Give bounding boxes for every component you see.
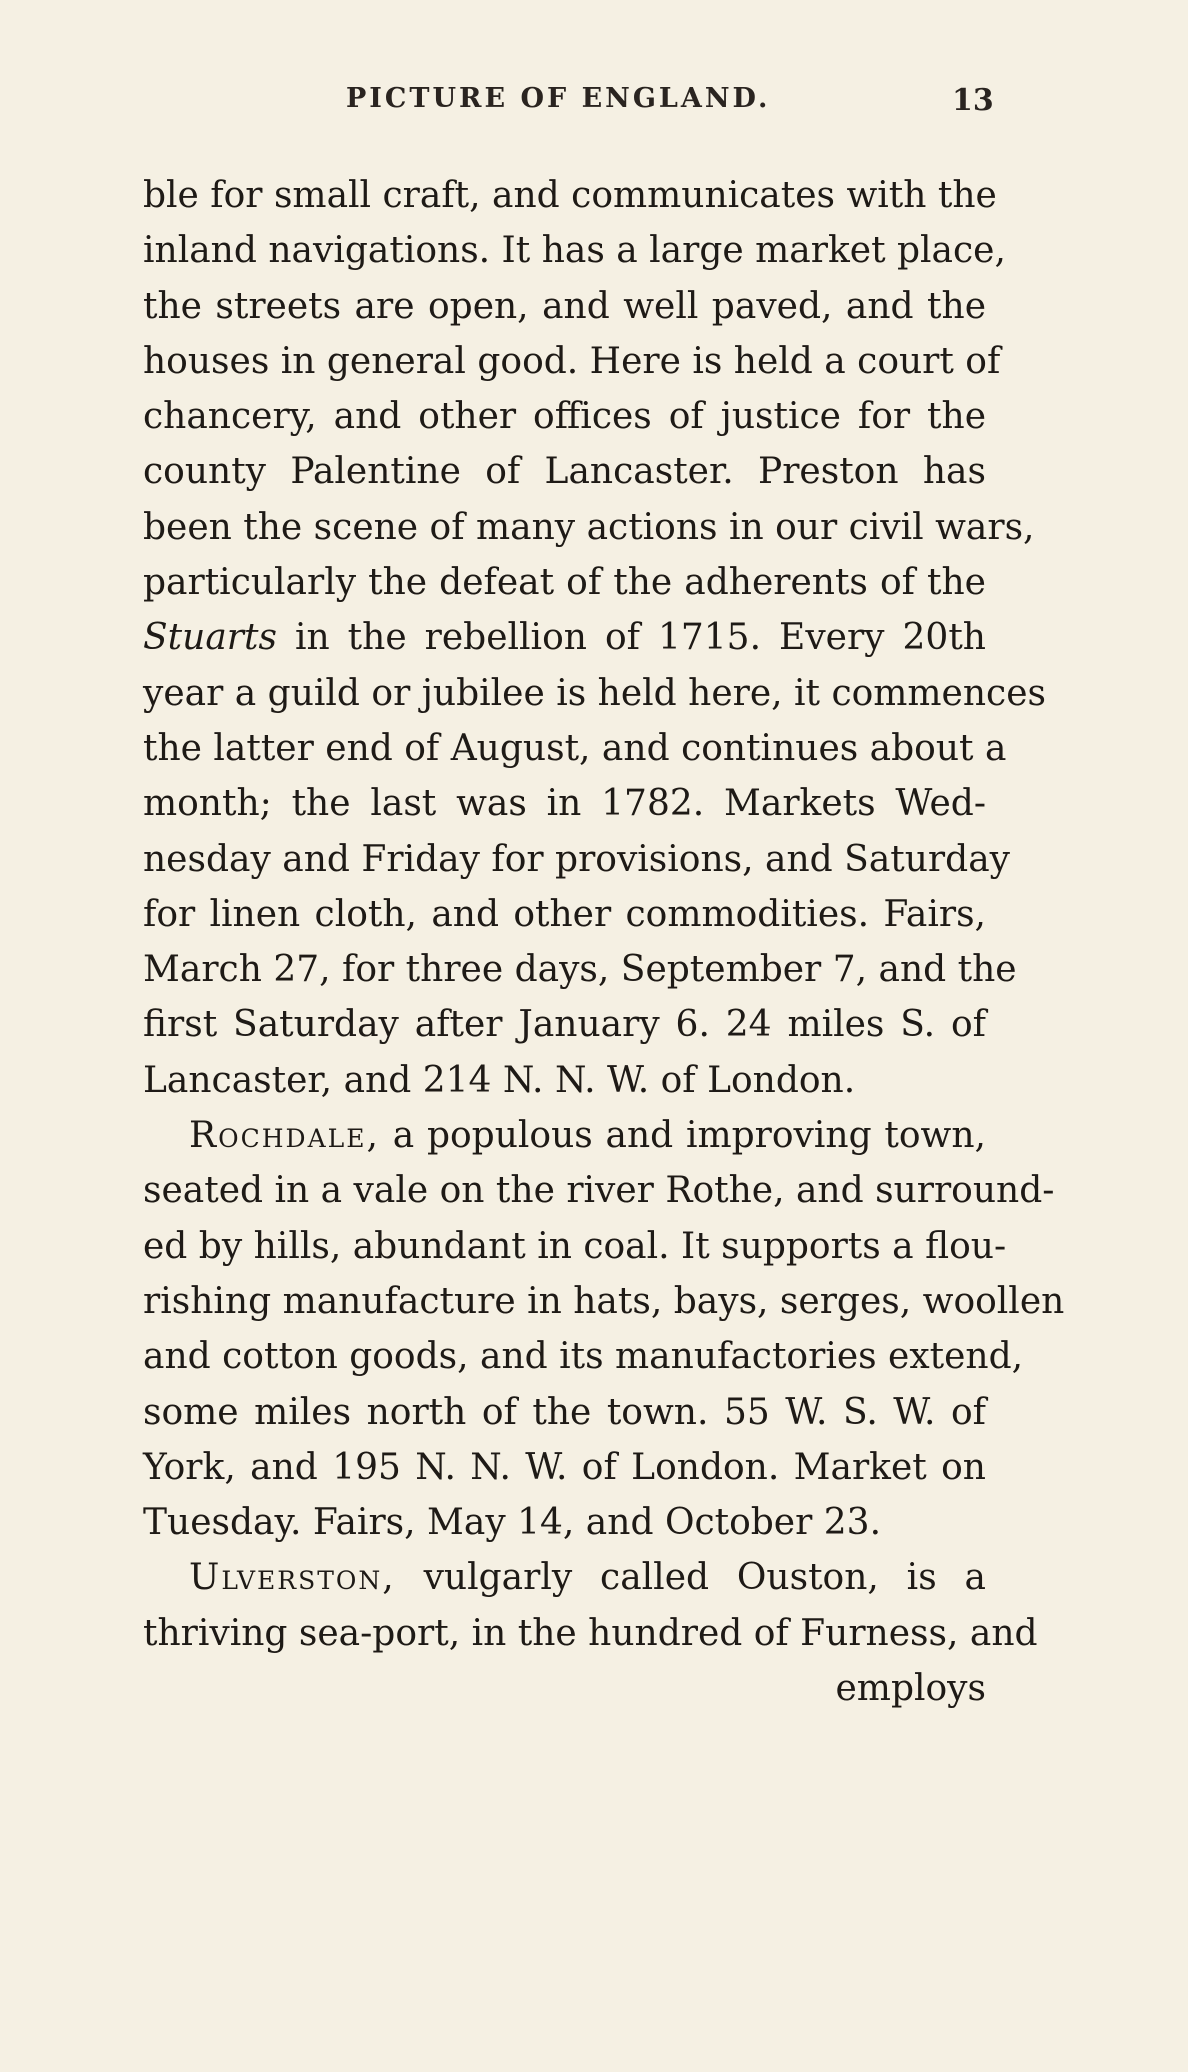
text-line: thriving sea-port, in the hundred of Furness, and — [143, 1612, 1038, 1654]
page-number: 13 — [952, 83, 994, 118]
text-line: particularly the defeat of the adherents of the — [143, 562, 986, 604]
text-line: nesday and Friday for provisions, and Saturday — [143, 838, 1010, 880]
text-line: York, and 195 N. N. W. of London. Market on — [143, 1446, 986, 1488]
text-line: Tuesday. Fairs, May 14, and October 23. — [143, 1502, 882, 1544]
text-line: year a guild or jubilee is held here, it commences — [143, 672, 1046, 714]
text-line: ble for small craft, and communicates with the — [143, 175, 997, 216]
place-name: Ulverston, — [189, 1557, 396, 1599]
text-line: been the scene of many actions in our civil wars, — [143, 506, 1035, 548]
text-line: county Palentine of Lancaster. Preston has — [143, 451, 986, 493]
body-text — [143, 168, 1065, 1716]
text-line: March 27, for three days, September 7, and the — [143, 949, 1017, 991]
catchword: employs — [835, 1668, 986, 1710]
text-line: Lancaster, and 214 N. N. W. of London. — [143, 1059, 856, 1101]
text-fragment: vulgarly called Ouston, is a — [423, 1557, 986, 1599]
text-line — [143, 610, 986, 665]
text-line: rishing manufacture in hats, bays, serges, woollen — [143, 1280, 1065, 1322]
text-line: houses in general good. Here is held a court of — [143, 340, 1001, 382]
text-line: month; the last was in 1782. Markets Wed- — [143, 783, 986, 825]
text-line: seated in a vale on the river Rothe, and surround- — [143, 1170, 1055, 1212]
place-name: Rochdale, — [189, 1115, 380, 1157]
italic-word: Stuarts — [143, 617, 277, 659]
text-line: inland navigations. It has a large market place, — [143, 230, 1006, 272]
text-line: for linen cloth, and other commodities. Fairs, — [143, 893, 986, 935]
text-line: the streets are open, and well paved, and the — [143, 285, 986, 327]
text-fragment: a populous and improving town, — [392, 1115, 986, 1157]
text-line: first Saturday after January 6. 24 miles S. of — [143, 1004, 986, 1046]
text-fragment: in the rebellion of 1715. Every 20th — [294, 617, 986, 659]
text-line: chancery, and other offices of justice for the — [143, 396, 986, 438]
running-head: PICTURE OF ENGLAND. — [346, 83, 771, 114]
text-line — [143, 1108, 986, 1163]
text-line: some miles north of the town. 55 W. S. W. of — [143, 1391, 986, 1433]
text-line: and cotton goods, and its manufactories extend, — [143, 1336, 1024, 1378]
text-line: ed by hills, abundant in coal. It supports a flou- — [143, 1225, 1007, 1267]
text-line — [143, 1550, 986, 1605]
text-line: the latter end of August, and continues about a — [143, 727, 1007, 769]
